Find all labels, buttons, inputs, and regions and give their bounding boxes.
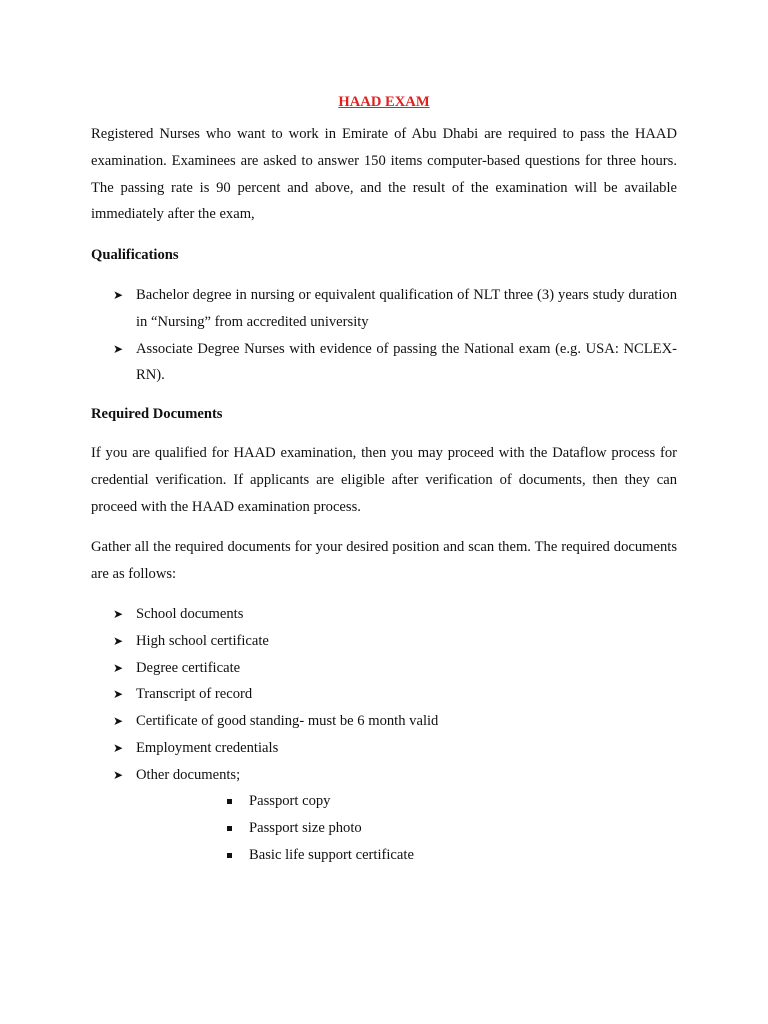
page-title: HAAD EXAM [338, 94, 430, 110]
document-text: Other documents; [136, 766, 241, 783]
list-item [113, 628, 677, 655]
arrow-bullet-icon: ➤ [113, 714, 124, 729]
list-item [226, 815, 626, 842]
list-item [113, 708, 677, 735]
qualifications-heading: Qualifications [91, 247, 179, 263]
arrow-bullet-icon: ➤ [113, 341, 124, 356]
document-text: Employment credentials [136, 739, 279, 756]
documents-list [113, 601, 677, 789]
square-bullet-icon [227, 826, 232, 831]
document-text: High school certificate [136, 632, 269, 649]
list-item [226, 788, 626, 815]
list-item [113, 601, 677, 628]
other-document-text: Basic life support certificate [249, 846, 414, 863]
list-item [113, 282, 677, 336]
arrow-bullet-icon: ➤ [113, 288, 124, 302]
qualification-text: Bachelor degree in nursing or equivalent qualification of NLT three (3) years study duration in “Nursing” from accredited university [136, 287, 677, 330]
required-documents-heading: Required Documents [91, 406, 223, 422]
document-text: School documents [136, 606, 244, 622]
document-text: Degree certificate [136, 659, 241, 676]
list-item [113, 762, 677, 789]
list-item [226, 842, 626, 869]
list-item [113, 336, 677, 390]
other-document-text: Passport copy [249, 793, 331, 809]
other-document-text: Passport size photo [249, 819, 362, 836]
list-item [113, 681, 677, 708]
arrow-bullet-icon: ➤ [113, 607, 124, 621]
square-bullet-icon [227, 853, 232, 858]
arrow-bullet-icon: ➤ [113, 660, 124, 675]
document-text: Transcript of record [136, 686, 253, 703]
square-bullet-icon [227, 799, 232, 804]
other-documents-list [226, 788, 626, 868]
list-item [113, 655, 677, 682]
qualification-text: Associate Degree Nurses with evidence of passing the National exam (e.g. USA: NCLEX-RN). [136, 340, 677, 384]
document-text: Certificate of good standing- must be 6 month valid [136, 713, 439, 730]
list-item [113, 735, 677, 762]
arrow-bullet-icon: ➤ [113, 740, 124, 755]
required-documents-paragraph-1: If you are qualified for HAAD examination, then you may proceed with the Dataflow process for credential verification. If applicants are eligible after verification of documents, then they can proceed with the HAAD examination process. [91, 445, 677, 515]
arrow-bullet-icon: ➤ [113, 633, 124, 648]
required-documents-paragraph-2: Gather all the required documents for your desired position and scan them. The required documents are as follows: [91, 539, 677, 582]
arrow-bullet-icon: ➤ [113, 687, 124, 702]
intro-paragraph: Registered Nurses who want to work in Emirate of Abu Dhabi are required to pass the HAAD examination. Examinees are asked to answer 150 items computer-based questions for three hours. The passing rate is 90 percent and above, and the result of the examination will be available immediately after the exam, [91, 126, 677, 223]
arrow-bullet-icon: ➤ [113, 767, 124, 782]
qualifications-list [113, 282, 677, 389]
